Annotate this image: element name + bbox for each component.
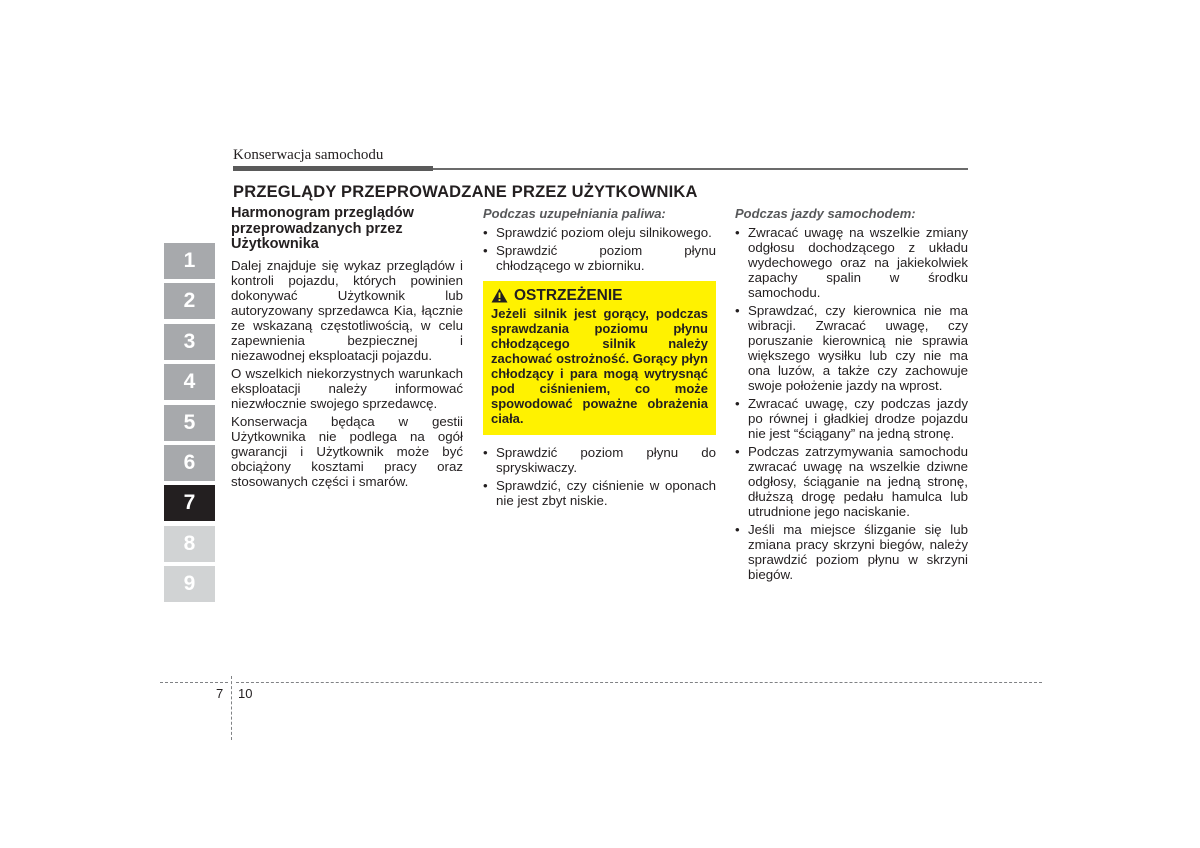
list-item: • Jeśli ma miejsce ślizganie się lub zmiana pracy skrzyni biegów, należy sprawdzić poziom płynu w skrzyni biegów. bbox=[735, 522, 968, 582]
chapter-tab-9[interactable]: 9 bbox=[164, 566, 215, 602]
paragraph: Dalej znajduje się wykaz przeglądów i kontroli pojazdu, których powinien dokonywać Użytkownik lub autoryzowany sprzedawca Kia, łącznie ze wskazaną częstotliwością, w celu zapewnienia bezpiecznej i niezawodnej eksploatacji pojazdu. bbox=[231, 257, 463, 363]
driving-checklist bbox=[735, 225, 968, 582]
paragraph: O wszelkich niekorzystnych warunkach eksploatacji należy informować niezwłocznie swojego sprzedawcę. bbox=[231, 365, 463, 411]
chapter-tab-2[interactable]: 2 bbox=[164, 283, 215, 319]
header-bar-dark bbox=[233, 166, 433, 171]
refuel-checklist-continued bbox=[483, 445, 716, 508]
column-2 bbox=[483, 206, 716, 511]
footer-divider bbox=[231, 676, 232, 740]
list-item: • Sprawdzić, czy ciśnienie w oponach nie jest zbyt niskie. bbox=[483, 478, 716, 508]
warning-box bbox=[483, 281, 716, 435]
list-item: • Sprawdzić poziom oleju silnikowego. bbox=[483, 225, 716, 240]
chapter-tab-6[interactable]: 6 bbox=[164, 445, 215, 481]
page-number: 10 bbox=[238, 686, 253, 701]
warning-triangle-icon bbox=[491, 288, 508, 303]
paragraph: Konserwacja będąca w gestii Użytkownika nie podlega na ogół gwarancji i Użytkownik może być obciążony kosztami pracy oraz stosowanych części i smarów. bbox=[231, 413, 463, 489]
list-item: • Sprawdzić poziom płynu do spryskiwaczy. bbox=[483, 445, 716, 475]
column-3 bbox=[735, 206, 968, 585]
chapter-tab-1[interactable]: 1 bbox=[164, 243, 215, 279]
refuel-checklist bbox=[483, 225, 716, 273]
subheading: Harmonogram przeglądów przeprowadzanych przez Użytkownika bbox=[231, 205, 414, 252]
chapter-tab-4[interactable]: 4 bbox=[164, 364, 215, 400]
chapter-tab-8[interactable]: 8 bbox=[164, 526, 215, 562]
driving-heading: Podczas jazdy samochodem: bbox=[735, 206, 916, 221]
warning-text: Jeżeli silnik jest gorący, podczas sprawdzania poziomu płynu chłodzącego silnik należy zachować ostrożność. Gorący płyn chłodzący i para mogą wytrysnąć pod ciśnieniem, co może spowodować poważne obrażenia ciała. bbox=[491, 306, 708, 426]
list-item: • Sprawdzać, czy kierownica nie ma wibracji. Zwracać uwagę, czy poruszanie kierownicą nie sprawia większego wysiłku lub czy nie ma ona luzów, a także czy zachowuje swoje położenie jazdy na wprost. bbox=[735, 303, 968, 393]
running-head: Konserwacja samochodu bbox=[233, 147, 384, 163]
footer-rule-left bbox=[160, 682, 228, 683]
warning-title-text: OSTRZEŻENIE bbox=[514, 287, 623, 304]
list-item: • Sprawdzić poziom płynu chłodzącego w zbiorniku. bbox=[483, 243, 716, 273]
chapter-tab-3[interactable]: 3 bbox=[164, 324, 215, 360]
chapter-tabs bbox=[164, 243, 215, 607]
warning-title bbox=[491, 288, 708, 303]
header-bar-light bbox=[433, 168, 968, 170]
list-item: • Podczas zatrzymywania samochodu zwracać uwagę na wszelkie dziwne odgłosy, ściąganie na jedną stronę, dłuższą drogę pedału hamulca lub utrudnione jego naciskanie. bbox=[735, 444, 968, 519]
chapter-tab-5[interactable]: 5 bbox=[164, 405, 215, 441]
list-item: • Zwracać uwagę na wszelkie zmiany odgłosu dochodzącego z układu wydechowego oraz na jakiekolwiek zapachy spalin w środku samochodu. bbox=[735, 225, 968, 300]
list-item: • Zwracać uwagę, czy podczas jazdy po równej i gładkiej drodze pojazdu nie jest “ściągany” na jedną stronę. bbox=[735, 396, 968, 441]
refuel-heading: Podczas uzupełniania paliwa: bbox=[483, 206, 666, 221]
footer-rule-right bbox=[236, 682, 1042, 683]
page-chapter-number: 7 bbox=[216, 686, 224, 701]
section-title: PRZEGLĄDY PRZEPROWADZANE PRZEZ UŻYTKOWNIKA bbox=[233, 183, 698, 201]
chapter-tab-7[interactable]: 7 bbox=[164, 485, 215, 521]
column-1 bbox=[231, 206, 463, 492]
